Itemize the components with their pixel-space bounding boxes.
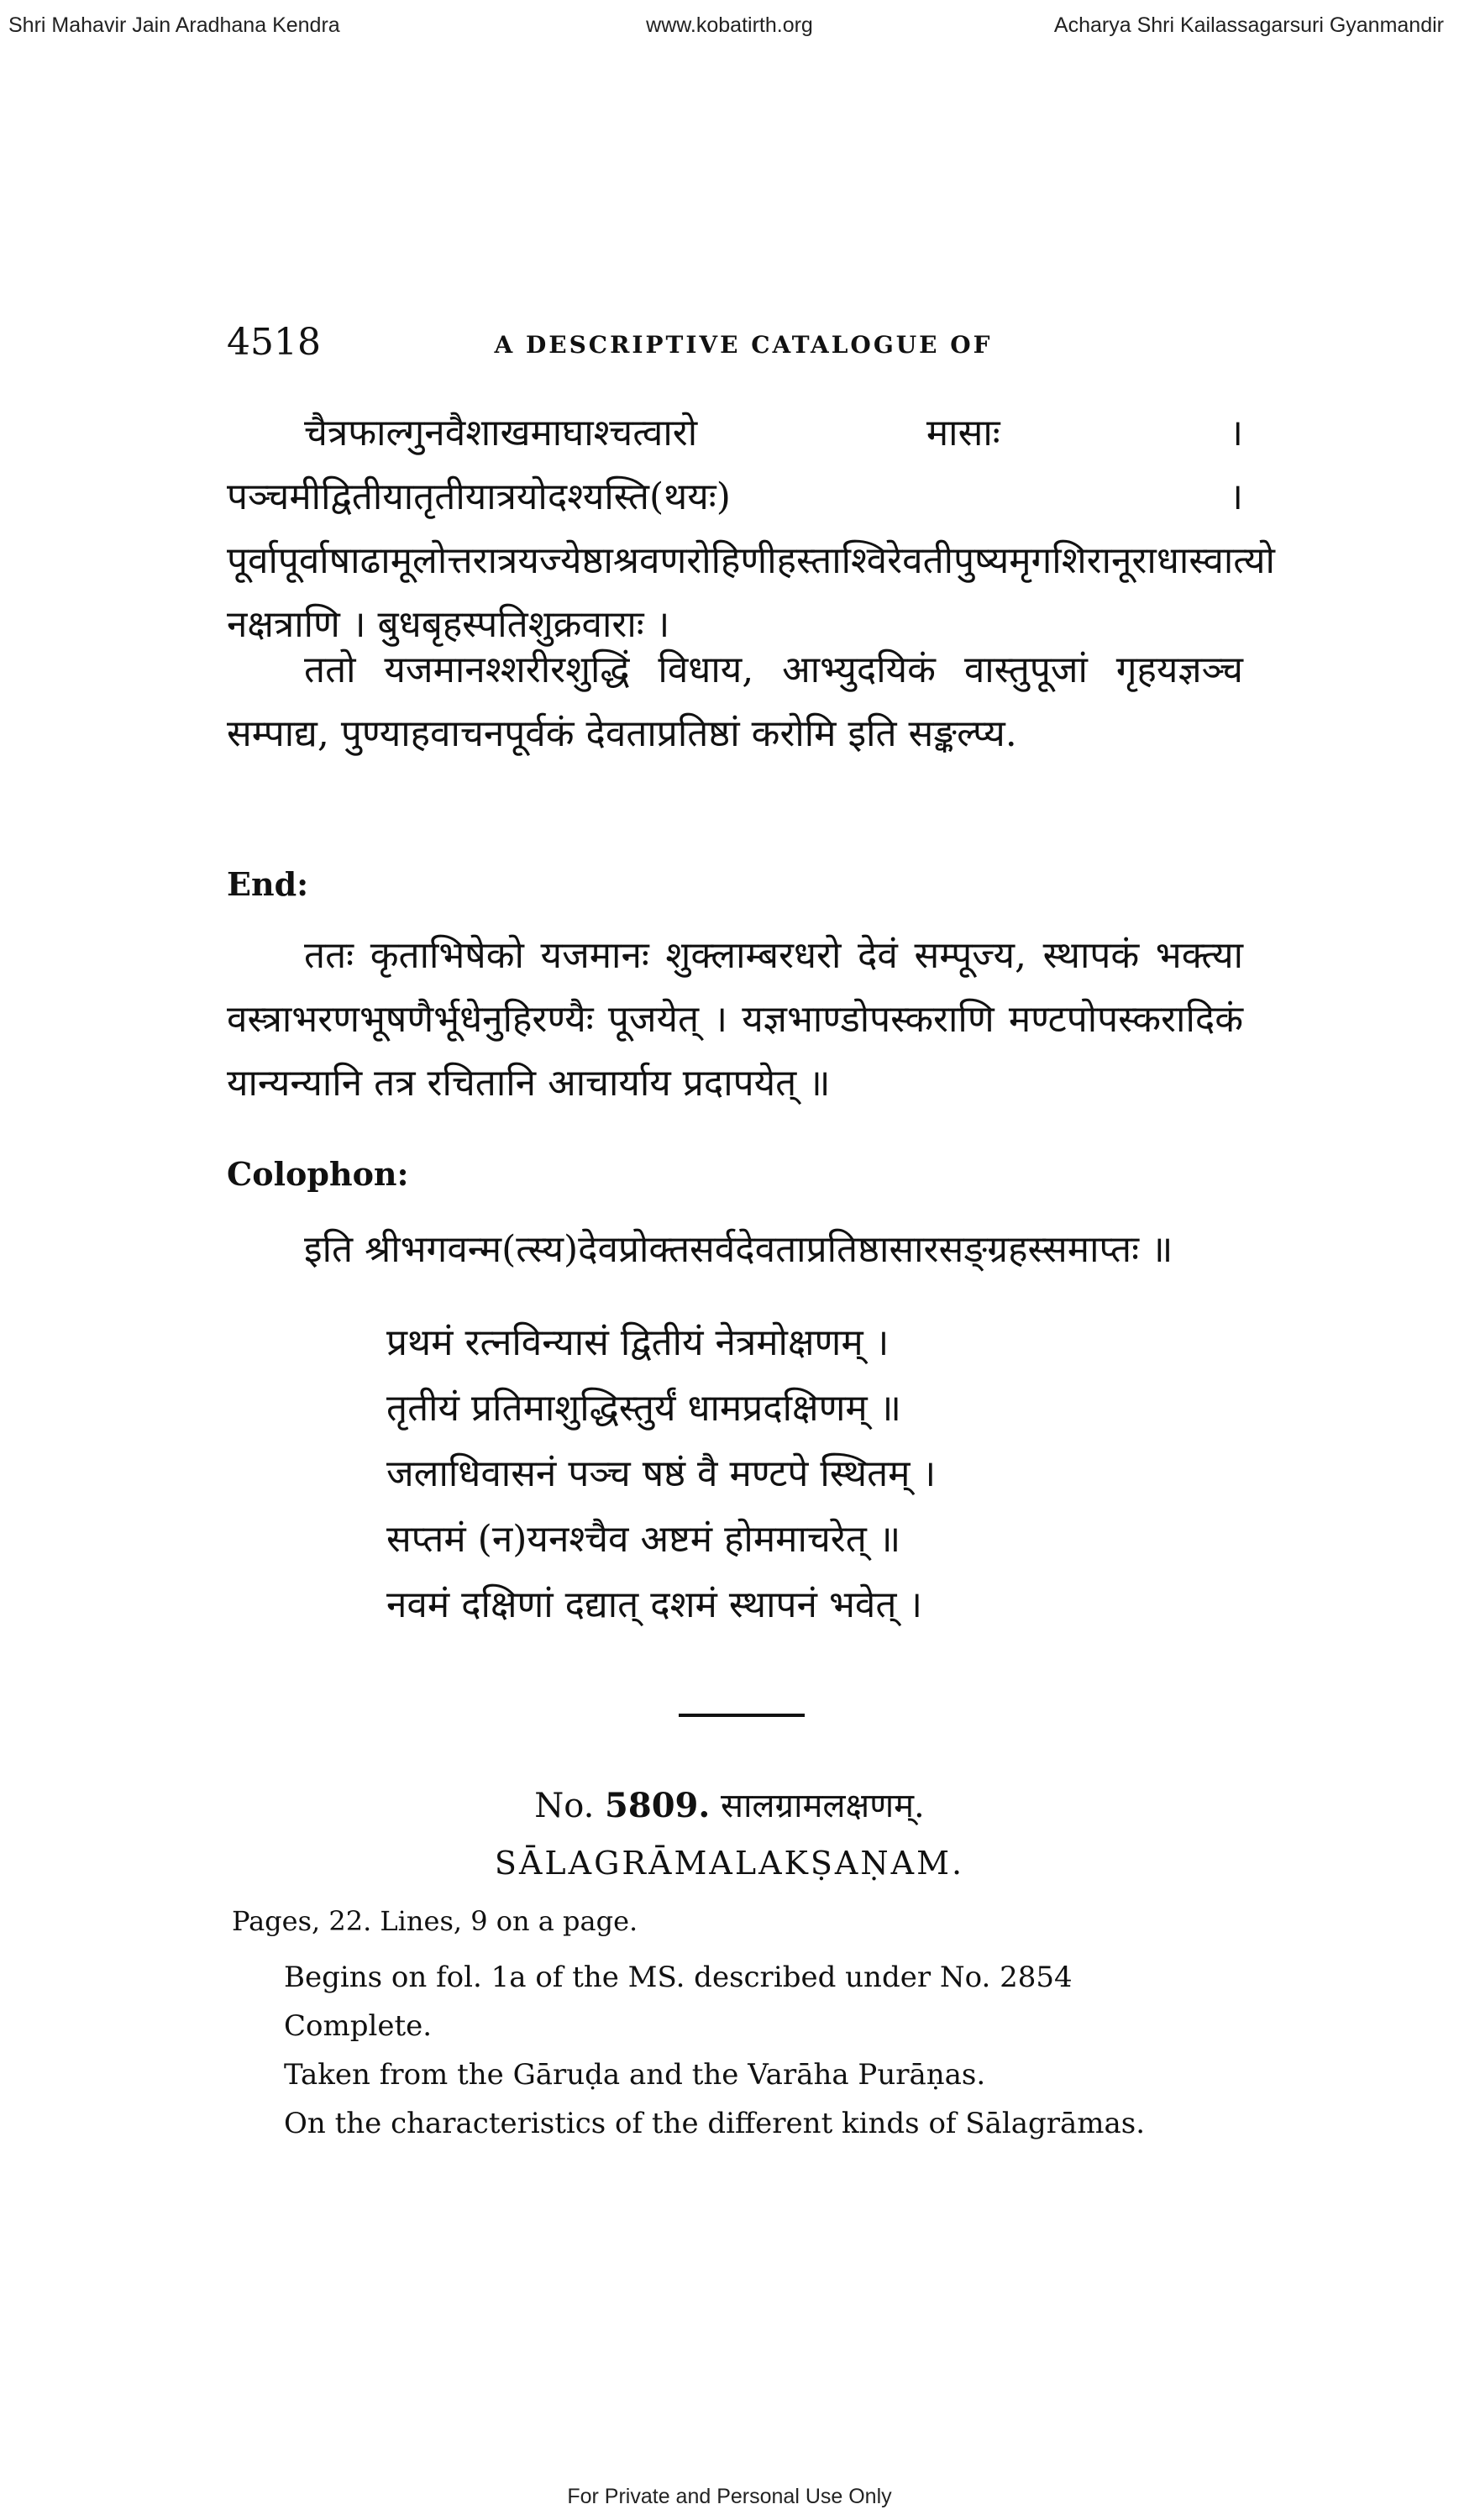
verse-line: सप्तमं (न)यनश्चैव अष्टमं होममाचरेत् ॥: [386, 1518, 901, 1561]
section-divider: [679, 1714, 805, 1717]
entry-meta: Pages, 22. Lines, 9 on a page.: [232, 1905, 638, 1937]
entry-title-roman: SĀLAGRĀMALAKṢAṆAM.: [494, 1845, 965, 1882]
entry-no-prefix: No.: [534, 1787, 595, 1825]
paragraph-months: चैत्रफाल्गुनवैशाखमाघाश्चत्वारो मासाः । पञ्चमीद्वितीयातृतीयात्रयोदश्यस्ति(थयः) । पूर्वापूर्वाषाढामूलोत्तरात्रयज्येष्ठाश्रवणरोहिणीहस्ताश्विरेवतीपुष्यमृगशिरानूराधास्वात्यो नक्षत्राणि । बुधबृहस्पतिशुक्रवाराः ।: [227, 412, 1275, 646]
entry-title-devanagari: सालग्रामलक्षणम्.: [721, 1787, 925, 1825]
entry-number: 5809.: [605, 1786, 711, 1825]
verse-line: नवमं दक्षिणां दद्यात् दशमं स्थापनं भवेत् ।: [386, 1583, 923, 1626]
page-number: 4518: [227, 321, 321, 364]
paragraph-sankalpa: ततो यजमानश्शरीरशुद्धिं विधाय, आभ्युदयिकं वास्तुपूजां गृहयज्ञञ्च सम्पाद्य, पुण्याहवाचनपूर्वकं देवताप्रतिष्ठां करोमि इति सङ्कल्प्य.: [227, 648, 1243, 755]
running-title: A DESCRIPTIVE CATALOGUE OF: [494, 331, 993, 359]
note-line: Complete.: [284, 2009, 433, 2043]
note-line: Begins on fol. 1a of the MS. described under No. 2854: [284, 1961, 1073, 1994]
colophon-line: इति श्रीभगवन्म(त्स्य)देवप्रोक्तसर्वदेवताप्रतिष्ठासारसङ्ग्रहस्समाप्तः ॥: [304, 1228, 1173, 1271]
colophon-verse: [386, 1310, 936, 1638]
entry-title: [0, 1781, 1459, 1827]
note-line: On the characteristics of the different kinds of Sālagrāmas.: [284, 2107, 1146, 2140]
header-right-text: Acharya Shri Kailassagarsuri Gyanmandir: [1053, 13, 1444, 37]
verse-line: प्रथमं रत्नविन्यासं द्वितीयं नेत्रमोक्षणम् ।: [386, 1321, 890, 1364]
end-text: ततः कृताभिषेको यजमानः शुक्लाम्बरधरो देवं सम्पूज्य, स्थापकं भक्त्या वस्त्राभरणभूषणैर्भूधेनुहिरण्यैः पूजयेत् । यज्ञभाण्डोपस्कराणि मण्टपोपस्करादिकं यान्यन्यानि तत्र रचितानि आचार्याय प्रदापयेत् ॥: [227, 934, 1243, 1105]
running-head: [227, 321, 1260, 371]
header-center-url[interactable]: www.kobatirth.org: [646, 13, 813, 37]
page-footer: For Private and Personal Use Only: [567, 2485, 892, 2508]
header-left-text: Shri Mahavir Jain Aradhana Kendra: [8, 13, 340, 37]
end-label: End:: [227, 865, 309, 903]
note-line: Taken from the Gāruḍa and the Varāha Purāṇas.: [284, 2058, 986, 2092]
verse-line: तृतीयं प्रतिमाशुद्धिस्तुर्यं धामप्रदक्षिणम् ॥: [386, 1387, 902, 1430]
entry-notes: [284, 1953, 1145, 2148]
page-header: [0, 13, 1459, 42]
verse-line: जलाधिवासनं पञ्च षष्ठं वै मण्टपे स्थितम् ।: [386, 1452, 937, 1495]
colophon-label: Colophon:: [227, 1155, 409, 1193]
